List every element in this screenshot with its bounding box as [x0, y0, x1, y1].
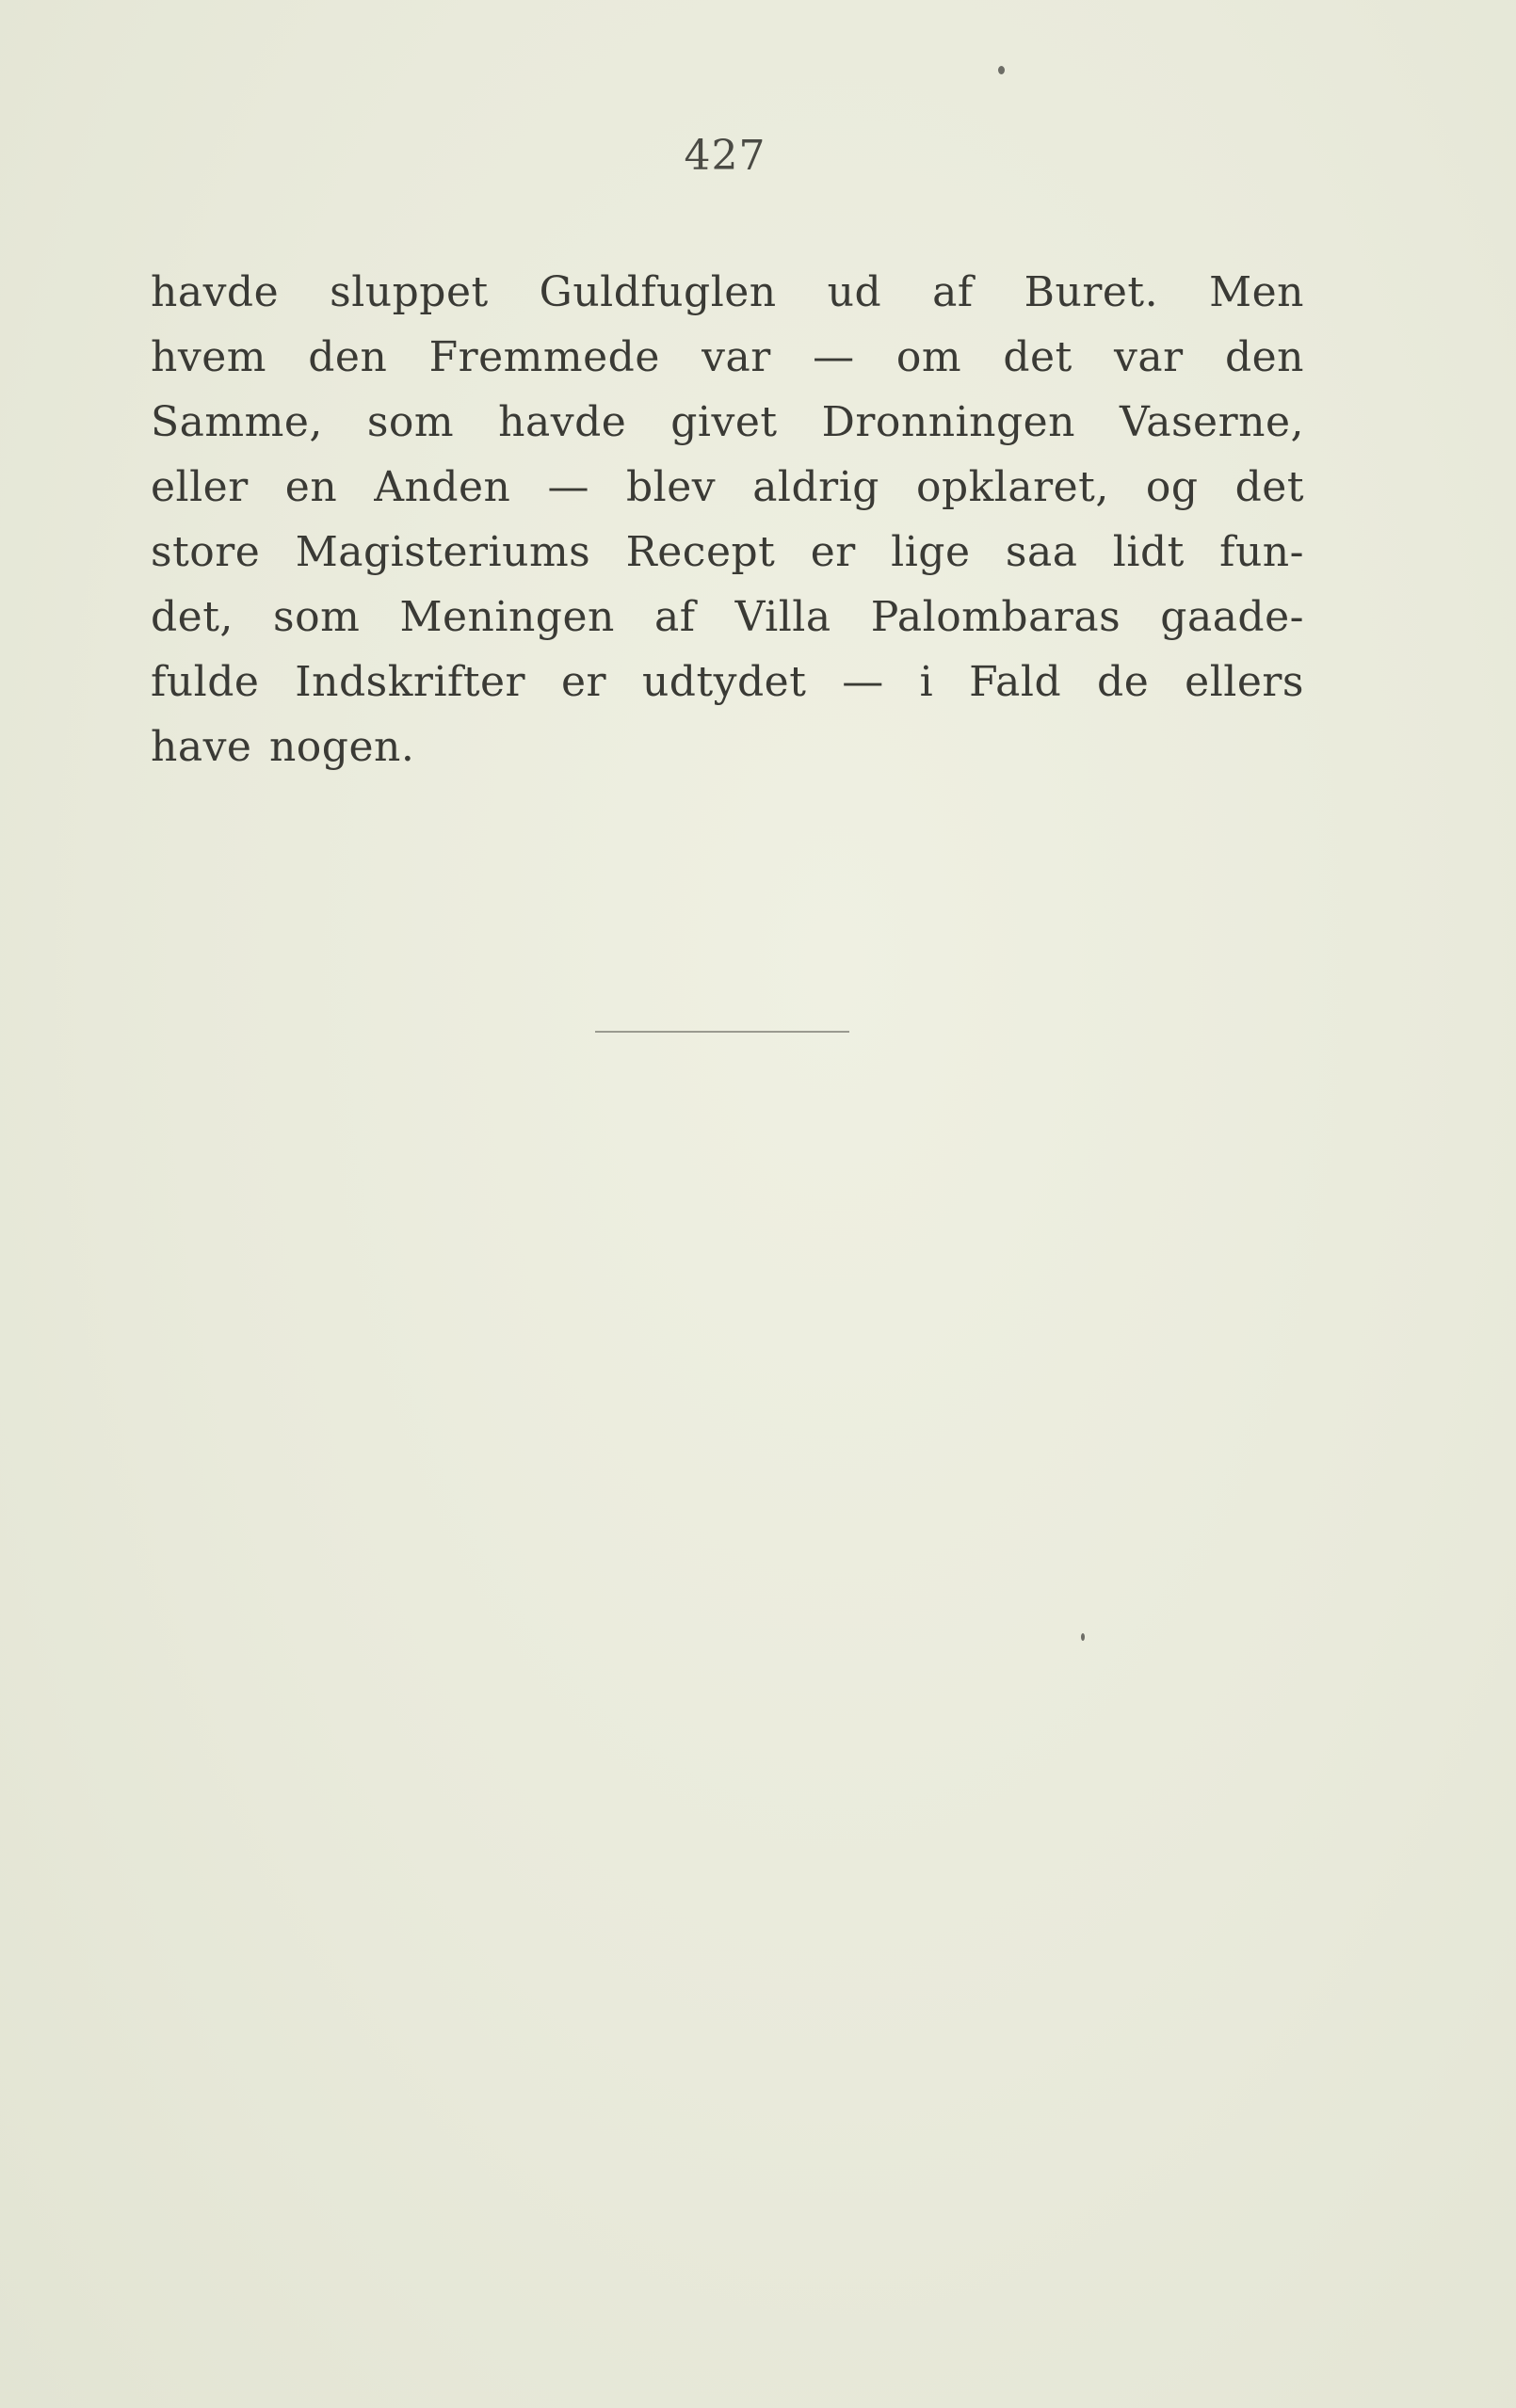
body-text: [151, 260, 1304, 779]
page-number: 427: [684, 132, 766, 180]
text-line: Samme, som havde givet Dronningen Vaserne,: [151, 398, 1304, 446]
text-line: have nogen.: [151, 723, 415, 771]
ink-speck: [1081, 1633, 1085, 1641]
ink-speck: [998, 66, 1005, 74]
text-line: fulde Indskrifter er udtydet — i Fald de ellers: [151, 658, 1304, 706]
section-divider: [595, 1031, 849, 1033]
text-line: det, som Meningen af Villa Palombaras gaade-: [151, 593, 1304, 641]
text-line: eller en Anden — blev aldrig opklaret, og det: [151, 463, 1304, 511]
text-line: havde sluppet Guldfuglen ud af Buret. Men: [151, 268, 1304, 316]
text-line: hvem den Fremmede var — om det var den: [151, 333, 1304, 381]
text-line: store Magisteriums Recept er lige saa lidt fun-: [151, 528, 1304, 576]
